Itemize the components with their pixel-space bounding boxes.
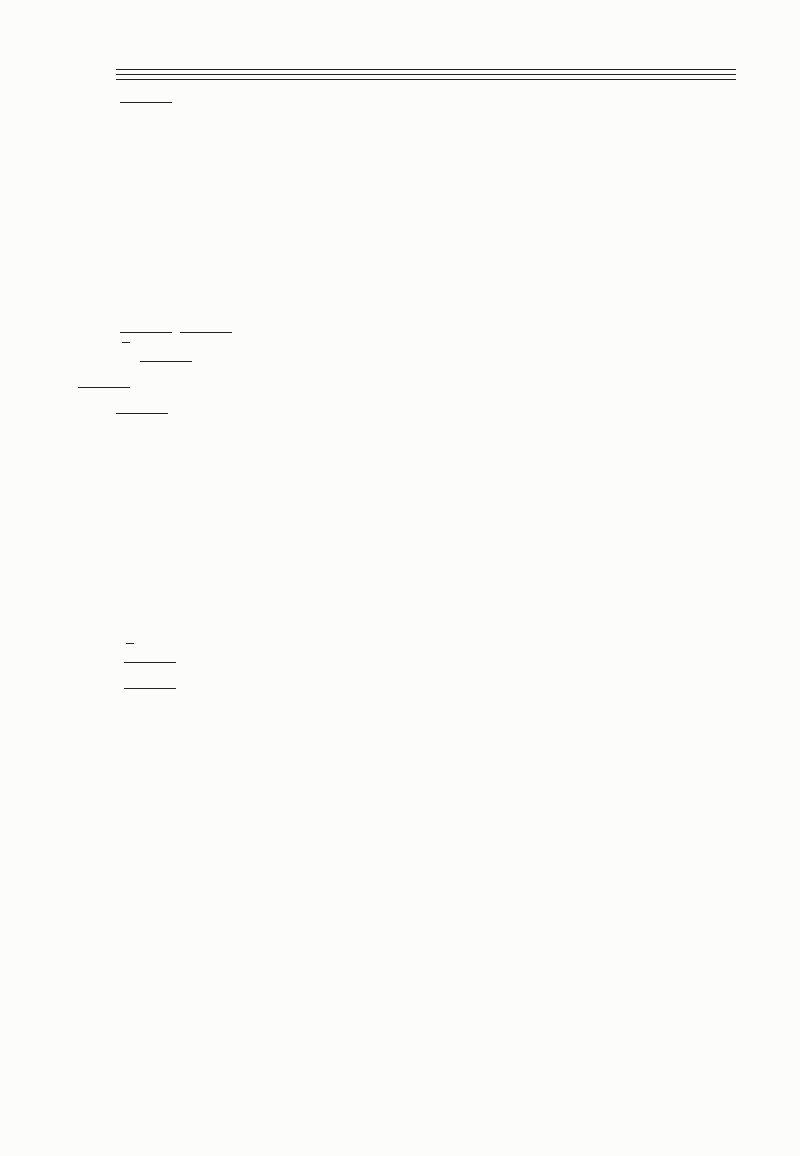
options-line bbox=[24, 697, 760, 723]
answer-blank bbox=[120, 332, 172, 333]
answer-blank bbox=[124, 662, 176, 663]
answer-blank bbox=[140, 361, 192, 362]
k-denominator bbox=[122, 343, 130, 344]
table-data-row bbox=[116, 75, 736, 80]
sub-item-1-moles bbox=[24, 645, 760, 671]
combustion-heat-table bbox=[116, 69, 736, 80]
given-enthalpy-line bbox=[24, 85, 760, 111]
conversion-pressure-chart bbox=[267, 113, 517, 313]
answer-blank bbox=[180, 332, 232, 333]
answer-blank bbox=[120, 102, 172, 103]
row-label-combustion-heat bbox=[116, 75, 364, 80]
cell-value-h2 bbox=[612, 75, 736, 80]
answer-blank bbox=[124, 688, 176, 689]
question-18-line1 bbox=[24, 38, 760, 64]
sub-item-2-continued bbox=[24, 344, 760, 370]
cell-value-a bbox=[364, 75, 488, 80]
sub-item-1-temperature-order bbox=[24, 315, 760, 341]
selectivity-charge-chart bbox=[242, 424, 542, 640]
k-fraction bbox=[122, 341, 130, 344]
sub-question-3-line1 bbox=[24, 370, 760, 396]
sub-question-3-line2 bbox=[24, 396, 760, 422]
sub-item-2-cathode-products bbox=[24, 671, 760, 697]
cell-value-c4h6 bbox=[488, 75, 612, 80]
answer-blank bbox=[116, 413, 168, 414]
answer-blank bbox=[78, 387, 130, 388]
